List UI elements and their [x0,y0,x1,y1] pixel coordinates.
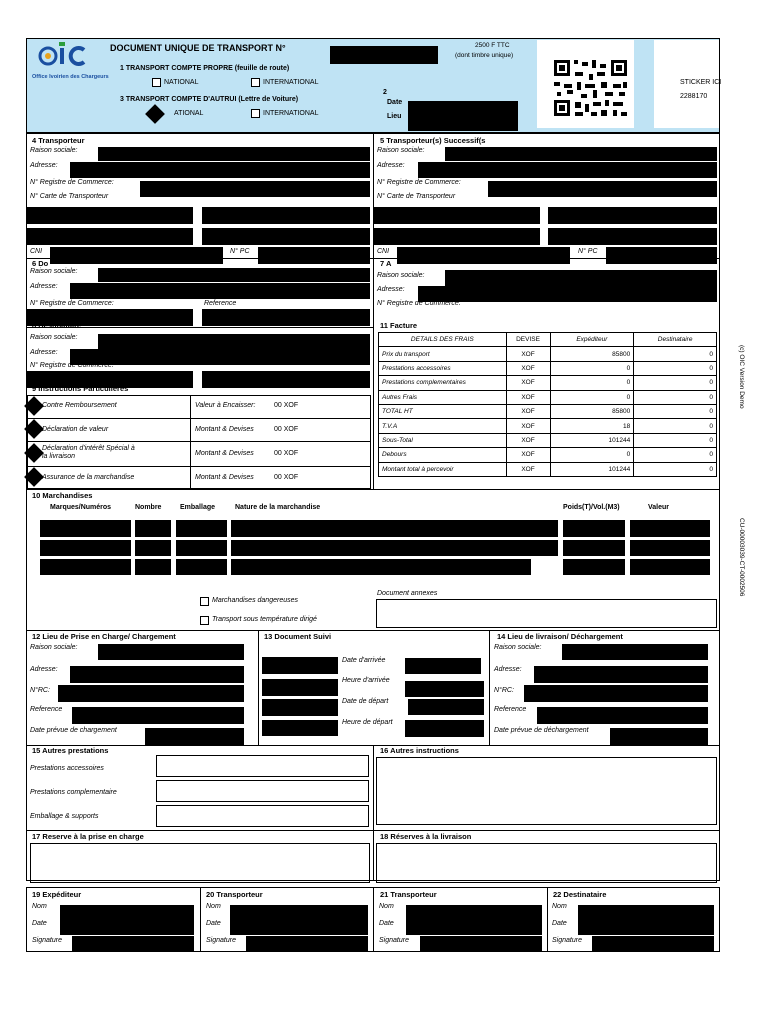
table-row [379,390,717,404]
fee-label: Autres Frais [379,390,507,404]
reference-label-6: Reference [204,300,237,307]
section-21-title: 21 Transporteur [380,890,437,899]
fee-label: Sous-Total [379,433,507,447]
fee-label: TOTAL HT [379,404,507,418]
redaction [40,520,131,537]
table-row [379,419,717,433]
heure-depart-label: Heure de départ [342,719,393,726]
fee-currency: XOF [506,404,550,418]
redaction [176,520,227,537]
instruction-value: 00 XOF [274,450,299,457]
rc-label-4: N° Registre de Commerce: [30,179,114,186]
redaction [135,520,171,537]
redaction [445,147,717,161]
goods-header-marques: Marques/Numéros [50,504,112,511]
rc-label-12: N°RC: [30,687,50,694]
international-checkbox-3[interactable] [251,109,260,118]
adresse-label-7: Adresse: [377,286,405,293]
rc-label-14: N°RC: [494,687,514,694]
redaction [262,657,338,674]
box-number-2: 2 [383,89,387,96]
adresse-label-12: Adresse: [30,666,58,673]
adresse-label-8: Adresse: [30,349,58,356]
fee-currency: XOF [506,347,550,361]
redaction [202,371,370,388]
redaction [70,666,244,683]
raison-label-12: Raison sociale: [30,644,78,651]
temperature-label: Transport sous température dirigé [212,616,317,623]
instruction-label: Déclaration de valeur [42,426,109,433]
redaction [70,162,370,178]
temperature-checkbox[interactable] [200,616,209,625]
fee-currency: XOF [506,462,550,476]
redaction [563,540,625,556]
carte-label-5: N° Carte de Transporteur [377,193,456,200]
redaction [418,162,717,178]
fee-label: Prestations complementaires [379,376,507,390]
signature-label-22: Signature [552,937,582,944]
fee-expediteur: 101244 [550,462,634,476]
table-row [379,347,717,361]
table-row [379,361,717,375]
npc-label-5: N° PC [578,248,598,255]
lieu-label: Lieu [387,113,402,120]
redaction [524,685,708,702]
raison-label-4: Raison sociale: [30,147,78,154]
fee-destinataire: 0 [634,462,717,476]
redaction [548,228,717,245]
sticker-label: STICKER ICI [680,79,722,86]
invoice-table [378,332,717,477]
signature-label-20: Signature [206,937,236,944]
divider [373,887,374,952]
redaction [98,334,370,349]
raison-label-5: Raison sociale: [377,147,425,154]
instruction-value: 00 XOF [274,474,299,481]
raison-label-14: Raison sociale: [494,644,542,651]
goods-header-nombre: Nombre [135,504,162,511]
autres-prestation-label: Prestations accessoires [30,765,104,772]
section-4-title: 4 Transporteur [32,136,85,145]
date-label: Date [387,99,403,106]
redaction [330,46,438,64]
goods-header-nature: Nature de la marchandise [235,504,321,511]
fee-label: T.V.A [379,419,507,433]
nom-label-21: Nom [379,903,394,910]
table-row [379,448,717,462]
redaction [27,207,193,224]
annexes-field[interactable] [376,599,717,628]
divider [489,630,490,746]
reference-label-12: Reference [30,706,63,713]
redaction [70,283,370,299]
redaction [406,905,542,935]
redaction [397,247,570,264]
section-13-title: 13 Document Suivi [264,632,332,641]
fee-expediteur: 101244 [550,433,634,447]
instruction-field: Montant & Devises [195,450,254,457]
section-8-title: 8 Destinataire [32,321,82,330]
national-checkbox-1[interactable] [152,78,161,87]
section-15-title: 15 Autres prestations [32,746,109,755]
redaction [488,181,717,197]
fee-expediteur: 85800 [550,347,634,361]
redaction [374,207,540,224]
goods-header-emballage: Emballage [180,504,216,511]
redaction [534,666,708,683]
redaction [40,540,131,556]
redaction [27,228,193,245]
prestations-complementaire-field[interactable] [156,780,369,802]
table-row [379,404,717,418]
date-label-21: Date [379,920,394,927]
org-name: Office Ivoirien des Chargeurs [32,74,109,80]
redaction [548,207,717,224]
header-details: DETAILS DES FRAIS [379,333,507,347]
adresse-label-4: Adresse: [30,162,58,169]
redaction [262,679,338,696]
redaction [40,559,131,575]
cni-label-4: CNI [30,248,43,255]
redaction [405,720,484,737]
redaction [630,559,710,575]
redaction [202,207,370,224]
instruction-label: Assurance de la marchandise [42,474,135,481]
goods-header-poids: Poids(T)/Vol.(M3) [563,504,620,511]
fee-destinataire: 0 [634,347,717,361]
redaction [202,309,370,326]
fee-destinataire: 0 [634,419,717,433]
fee-expediteur: 85800 [550,404,634,418]
sticker-number: 2288170 [680,93,708,100]
redaction [408,101,518,131]
date-depart-label: Date de départ [342,698,389,705]
fee-currency: XOF [506,419,550,433]
redaction [405,681,484,697]
redaction [230,905,368,935]
divider [190,395,191,489]
nom-label-19: Nom [32,903,47,910]
dangerous-goods-label: Marchandises dangereuses [212,597,298,604]
section-10-title: 10 Marchandises [32,491,93,500]
instruction-label: Déclaration d'intérêt Spécial à la livraison [42,445,135,460]
redaction [58,685,244,702]
section-14-title: 14 Lieu de livraison/ Déchargement [497,632,623,641]
doc-title: DOCUMENT UNIQUE DE TRANSPORT N° [110,43,286,53]
national-label-1: NATIONAL [164,79,199,86]
option-1: 1 TRANSPORT COMPTE PROPRE (feuille de route) [120,65,290,72]
date-dechargement-label: Date prévue de déchargement [494,727,589,734]
table-row [379,376,717,390]
fee-label: Prix du transport [379,347,507,361]
annexes-label: Document annexes [377,590,438,597]
redaction [592,936,714,952]
npc-label-4: N° PC [230,248,250,255]
version-watermark: (c) OIC Version Demo [738,345,745,409]
section-22-title: 22 Destinataire [553,890,607,899]
rc-label-5: N° Registre de Commerce: [377,179,461,186]
section-6-title: 6 Do [32,259,49,268]
fee-expediteur: 0 [550,448,634,462]
redaction [606,247,717,264]
section-20-title: 20 Transporteur [206,890,263,899]
redaction [135,540,171,556]
divider [373,133,374,489]
header-expediteur: Expéditeur [550,333,634,347]
international-label-3: INTERNATIONAL [263,110,319,117]
instruction-field: Valeur à Encaisser: [195,402,256,409]
raison-label-7: Raison sociale: [377,272,425,279]
section-12-title: 12 Lieu de Prise en Charge/ Chargement [32,632,176,641]
option-3: 3 TRANSPORT COMPTE D'AUTRUI (Lettre de Voiture) [120,96,299,103]
fee-expediteur: 0 [550,390,634,404]
invoice-header-row [379,333,717,347]
redaction [418,286,717,302]
instruction-label: Contre Remboursement [42,402,117,409]
redaction [145,728,244,745]
table-row [379,433,717,447]
section-11-title: 11 Facture [380,321,418,330]
heure-arrivee-label: Heure d'arrivée [342,677,390,684]
redaction [98,268,370,282]
adresse-label-6: Adresse: [30,283,58,290]
nom-label-22: Nom [552,903,567,910]
section-16-title: 16 Autres instructions [380,746,459,755]
redaction [140,181,370,197]
header-devise: DEVISE [506,333,550,347]
section-7-title: 7 A [380,259,392,268]
divider [26,630,720,631]
oic-logo [30,40,109,86]
redaction [176,540,227,556]
redaction [408,699,484,715]
divider [547,887,548,952]
rc-label-7: N° Registre de Commerce: [377,300,461,307]
reserve-livraison-field[interactable] [376,843,717,883]
redaction [246,936,368,952]
divider [200,887,201,952]
section-18-title: 18 Réserves à la livraison [380,832,472,841]
divider [27,466,371,467]
divider [26,258,720,259]
adresse-label-14: Adresse: [494,666,522,673]
fee-expediteur: 18 [550,419,634,433]
fee-destinataire: 0 [634,390,717,404]
redaction [98,644,244,660]
divider [258,630,259,746]
autres-prestation-label: Emballage & supports [30,813,99,820]
redaction [72,707,244,724]
nom-label-20: Nom [206,903,221,910]
redaction [176,559,227,575]
fee-expediteur: 0 [550,376,634,390]
section-17-title: 17 Reserve à la prise en charge [32,832,144,841]
fee-currency: XOF [506,390,550,404]
redaction [445,270,717,286]
raison-label-6: Raison sociale: [30,268,78,275]
autres-prestation-label: Prestations complementaire [30,789,117,796]
date-label-22: Date [552,920,567,927]
fee-label: Prestations accessoires [379,361,507,375]
redaction [60,905,194,935]
redaction [563,559,625,575]
date-label-19: Date [32,920,47,927]
fee-expediteur: 0 [550,361,634,375]
redaction [258,247,370,264]
stamp-note: (dont timbre unique) [455,52,514,59]
redaction [50,247,223,264]
dangerous-goods-checkbox[interactable] [200,597,209,606]
fee-currency: XOF [506,361,550,375]
section-19-title: 19 Expéditeur [32,890,82,899]
autres-instructions-field[interactable] [376,757,717,825]
fee-destinataire: 0 [634,376,717,390]
carte-label-4: N° Carte de Transporteur [30,193,109,200]
instruction-field: Montant & Devises [195,426,254,433]
fee-destinataire: 0 [634,448,717,462]
emballage-field[interactable] [156,805,369,827]
document-code: CU-00003039-CT-0002506 [738,518,745,597]
reference-label-14: Reference [494,706,527,713]
header-destinataire: Destinataire [634,333,717,347]
fee-currency: XOF [506,433,550,447]
section-9-title: 9 Instructions Particulières [32,384,129,393]
section-5-title: 5 Transporteur(s) Successif(s [380,136,486,145]
redaction [231,559,531,575]
cni-label-5: CNI [377,248,390,255]
divider [27,441,371,442]
goods-header-valeur: Valeur [648,504,670,511]
date-arrivee-label: Date d'arrivée [342,657,386,664]
redaction [630,540,710,556]
redaction [537,707,708,724]
signature-label-21: Signature [379,937,409,944]
redaction [578,905,714,935]
signature-label-19: Signature [32,937,62,944]
redaction [135,559,171,575]
price: 2500 F TTC [475,42,510,49]
rc-label-6: N° Registre de Commerce: [30,300,114,307]
redaction [262,699,338,716]
instruction-value: 00 XOF [274,426,299,433]
date-chargement-label: Date prévue de chargement [30,727,117,734]
redaction [70,349,370,365]
fee-currency: XOF [506,376,550,390]
divider [373,745,374,881]
redaction [563,520,625,537]
redaction [231,520,558,537]
rc-label-8: N° Registre de Commerce: [30,362,114,369]
redaction [630,520,710,537]
fee-destinataire: 0 [634,433,717,447]
reserve-prise-field[interactable] [30,843,370,883]
prestations-accessoires-field[interactable] [156,755,369,777]
date-label-20: Date [206,920,221,927]
international-checkbox-1[interactable] [251,78,260,87]
redaction [610,728,708,745]
divider [26,830,720,831]
table-row [379,462,717,476]
redaction [420,936,542,952]
redaction [72,936,194,952]
redaction [98,147,370,161]
fee-destinataire: 0 [634,361,717,375]
adresse-label-5: Adresse: [377,162,405,169]
international-label-1: INTERNATIONAL [263,79,319,86]
fee-currency: XOF [506,448,550,462]
raison-label-8: Raison sociale: [30,334,78,341]
redaction [405,658,481,674]
divider [26,489,720,490]
redaction [562,644,708,660]
fee-label: Debours [379,448,507,462]
divider [27,418,371,419]
redaction [202,228,370,245]
instruction-value: 00 XOF [274,402,299,409]
fee-destinataire: 0 [634,404,717,418]
instruction-field: Montant & Devises [195,474,254,481]
national-label-3: ATIONAL [174,110,204,117]
redaction [374,228,540,245]
redaction [231,540,558,556]
qr-code [537,40,634,128]
redaction [262,720,338,736]
fee-label: Montant total à percevoir [379,462,507,476]
